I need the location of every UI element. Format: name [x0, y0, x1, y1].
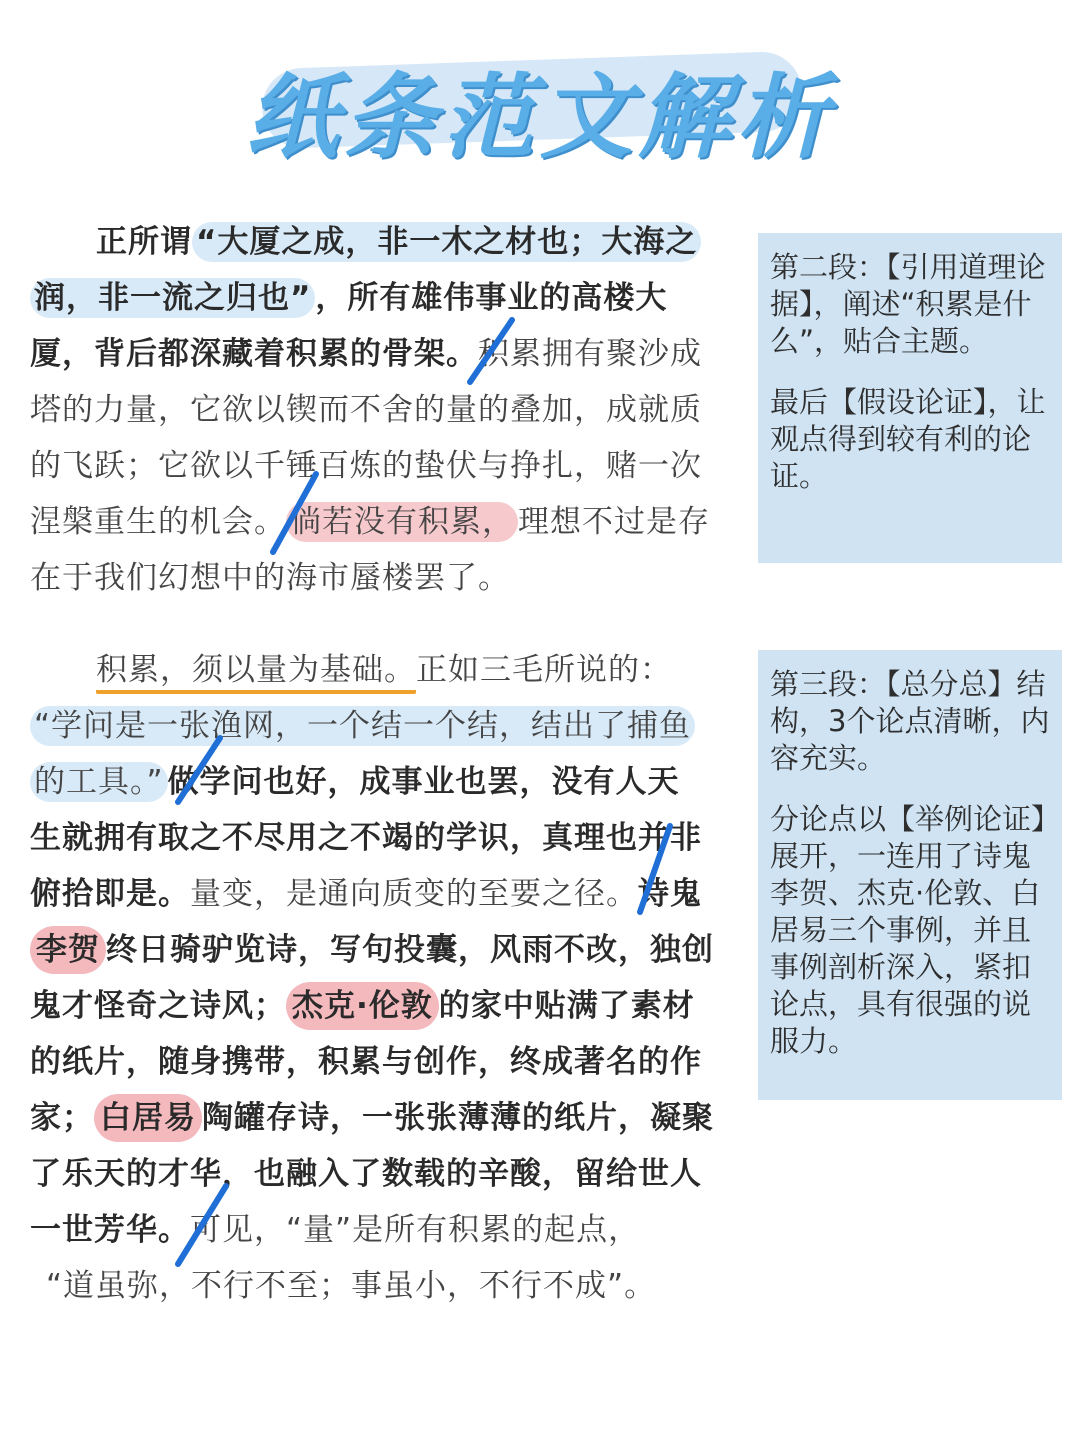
text-segment: 一世芳华。 [30, 1212, 190, 1248]
note-text: 第二段：【引用道理论据】，阐述“积累是什么”，贴合主题。 [770, 250, 1046, 358]
text-segment: 正如三毛所说的： [416, 652, 672, 688]
text-segment: 涅槃重生的机会。 [30, 504, 286, 540]
text-segment: 的家中贴满了素材 [438, 988, 695, 1024]
text-segment: 在于我们幻想中的海市蜃楼罢了。 [30, 560, 510, 596]
text-segment: 厦，背后都深藏着积累的骨架。 [30, 336, 478, 372]
example-name-highlight: 白居易 [94, 1094, 202, 1142]
text-segment: 陶罐存诗，一张张薄薄的纸片，凝聚 [202, 1100, 714, 1136]
text-line [30, 978, 730, 1034]
text-segment: 正所谓 [96, 224, 192, 260]
text-line [30, 866, 730, 922]
thesis-underline: 积累，须以量为基础。 [96, 652, 416, 694]
text-segment: 积累拥有聚沙成 [478, 336, 702, 372]
text-segment: 俯拾即是。 [30, 876, 190, 912]
text-segment: 量变，是通向质变的至要之径。 [190, 876, 638, 912]
text-segment: 可见，“量”是所有积累的起点， [190, 1212, 641, 1248]
assumption-highlight: 倘若没有积累， [286, 502, 518, 542]
title-area [0, 30, 1080, 170]
annotation-note-2 [758, 233, 1062, 563]
text-segment: 生就拥有取之不尽用之不竭的学识，真理也并非 [30, 820, 702, 856]
example-name-highlight: 李贺 [30, 926, 106, 974]
text-line [30, 922, 730, 978]
text-line [30, 270, 730, 326]
quote-highlight: “大厦之成，非一木之材也；大海之 [192, 222, 701, 262]
text-segment: 鬼才怪奇之诗风； [30, 988, 286, 1024]
note-text: 最后【假设论证】，让观点得到较有利的论证。 [770, 385, 1046, 493]
text-segment: 理想不过是存 [518, 504, 710, 540]
text-line [30, 494, 730, 550]
text-line [30, 550, 730, 606]
example-name-highlight: 杰克·伦敦 [286, 982, 439, 1030]
text-segment: ，所有雄伟事业的高楼大 [315, 280, 668, 316]
text-line [30, 698, 730, 754]
text-line [30, 1258, 730, 1314]
note-text: 分论点以【举例论证】展开，一连用了诗鬼李贺、杰克·伦敦、白居易三个事例，并且事例剖析深入，紧扣论点，具有很强的说服力。 [770, 802, 1046, 1058]
quote-highlight: “学问是一张渔网，一个结一个结，结出了捕鱼 [30, 706, 695, 746]
text-line [30, 1202, 730, 1258]
text-line [30, 326, 730, 382]
text-line [30, 382, 730, 438]
text-line [30, 1034, 730, 1090]
text-segment: 诗鬼 [638, 876, 702, 912]
text-segment: 的飞跃；它欲以千锤百炼的蛰伏与挣扎，赌一次 [30, 448, 702, 484]
text-line [30, 438, 730, 494]
text-segment: 家； [30, 1100, 94, 1136]
text-segment: 终日骑驴览诗，写句投囊，风雨不改，独创 [106, 932, 714, 968]
text-line [30, 810, 730, 866]
text-line [30, 754, 730, 810]
text-line [30, 214, 730, 270]
text-line [30, 1146, 730, 1202]
note-text: 第三段：【总分总】结构，3个论点清晰，内容充实。 [770, 667, 1050, 775]
text-segment: “道虽弥，不行不至；事虽小，不行不成”。 [46, 1268, 657, 1304]
text-segment: 做学问也好，成事业也罢，没有人天 [167, 764, 680, 800]
text-line [30, 1090, 730, 1146]
essay-paragraph-2 [30, 214, 730, 606]
text-segment: 了乐天的才华，也融入了数载的辛酸，留给世人 [30, 1156, 702, 1192]
quote-highlight: 润，非一流之归也” [30, 278, 315, 318]
quote-highlight: 的工具。” [30, 762, 168, 802]
text-line [30, 642, 730, 698]
page-title: 纸条范文解析 [245, 63, 834, 171]
text-segment: 的纸片，随身携带，积累与创作，终成著名的作 [30, 1044, 702, 1080]
annotation-note-3 [758, 650, 1062, 1100]
text-segment: 塔的力量，它欲以锲而不舍的量的叠加，成就质 [30, 392, 702, 428]
essay-paragraph-3 [30, 642, 730, 1314]
